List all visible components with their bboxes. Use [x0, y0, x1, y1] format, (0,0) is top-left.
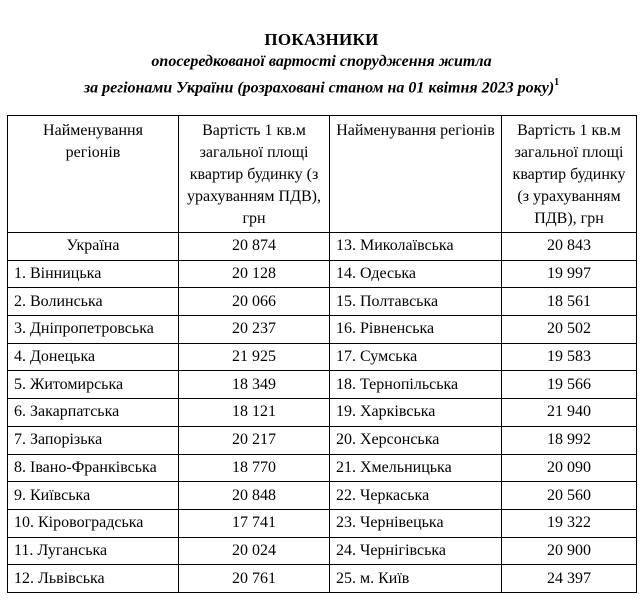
- table-row: [8, 316, 637, 344]
- table-row: [8, 509, 637, 537]
- right-value-cell: 19 997: [502, 260, 637, 288]
- header-cost-right: Вартість 1 кв.м загальної площі квартир будинку (з урахуванням ПДВ), грн: [502, 116, 637, 233]
- left-value-cell: 17 741: [179, 509, 330, 537]
- right-value-cell: 20 843: [502, 233, 637, 261]
- table-row: [8, 454, 637, 482]
- doc-subtitle-line2: [0, 74, 643, 98]
- right-region-cell: 20. Херсонська: [330, 426, 502, 454]
- right-value-cell: 24 397: [502, 565, 637, 593]
- right-region-cell: 15. Полтавська: [330, 288, 502, 316]
- left-value-cell: 18 770: [179, 454, 330, 482]
- footnote-marker: 1: [554, 77, 560, 88]
- header-cost-left: Вартість 1 кв.м загальної площі квартир будинку (з урахуванням ПДВ), грн: [179, 116, 330, 233]
- right-value-cell: 19 566: [502, 371, 637, 399]
- left-value-cell: 20 874: [179, 233, 330, 261]
- left-region-cell: 12. Львівська: [8, 565, 179, 593]
- right-region-cell: 14. Одеська: [330, 260, 502, 288]
- right-value-cell: 19 583: [502, 343, 637, 371]
- table-row: [8, 288, 637, 316]
- right-region-cell: 18. Тернопільська: [330, 371, 502, 399]
- table-row: [8, 426, 637, 454]
- doc-title: ПОКАЗНИКИ: [264, 30, 379, 49]
- table-row: [8, 482, 637, 510]
- left-value-cell: 20 128: [179, 260, 330, 288]
- right-value-cell: 20 090: [502, 454, 637, 482]
- table-row: [8, 233, 637, 261]
- left-region-cell: Україна: [8, 233, 179, 261]
- right-region-cell: 25. м. Київ: [330, 565, 502, 593]
- right-value-cell: 20 900: [502, 537, 637, 565]
- left-value-cell: 18 349: [179, 371, 330, 399]
- right-value-cell: 20 502: [502, 316, 637, 344]
- table-body: [8, 233, 637, 593]
- left-region-cell: 5. Житомирська: [8, 371, 179, 399]
- left-value-cell: 20 217: [179, 426, 330, 454]
- right-region-cell: 21. Хмельницька: [330, 454, 502, 482]
- right-value-cell: 18 561: [502, 288, 637, 316]
- table-row: [8, 371, 637, 399]
- left-value-cell: 18 121: [179, 399, 330, 427]
- left-value-cell: 20 848: [179, 482, 330, 510]
- right-region-cell: 16. Рівненська: [330, 316, 502, 344]
- table-row: [8, 260, 637, 288]
- left-value-cell: 20 237: [179, 316, 330, 344]
- right-region-cell: 13. Миколаївська: [330, 233, 502, 261]
- left-region-cell: 8. Івано-Франківська: [8, 454, 179, 482]
- right-region-cell: 23. Чернівецька: [330, 509, 502, 537]
- right-value-cell: 21 940: [502, 399, 637, 427]
- table-row: [8, 399, 637, 427]
- doc-subtitle-line1: опосередкованої вартості спорудження житла: [151, 53, 492, 70]
- right-region-cell: 19. Харківська: [330, 399, 502, 427]
- right-value-cell: 19 322: [502, 509, 637, 537]
- left-region-cell: 7. Запорізька: [8, 426, 179, 454]
- doc-subtitle-text: за регіонами України (розраховані станом на 01 квітня 2023 року): [83, 79, 555, 97]
- left-region-cell: 1. Вінницька: [8, 260, 179, 288]
- table-row: [8, 343, 637, 371]
- right-region-cell: 22. Черкаська: [330, 482, 502, 510]
- header-region-left: Найменування регіонів: [8, 116, 179, 233]
- left-value-cell: 20 761: [179, 565, 330, 593]
- left-value-cell: 20 024: [179, 537, 330, 565]
- table-header-row: [8, 116, 637, 233]
- right-region-cell: 17. Сумська: [330, 343, 502, 371]
- left-region-cell: 11. Луганська: [8, 537, 179, 565]
- right-value-cell: 18 992: [502, 426, 637, 454]
- right-value-cell: 20 560: [502, 482, 637, 510]
- table-row: [8, 537, 637, 565]
- right-region-cell: 24. Чернігівська: [330, 537, 502, 565]
- left-region-cell: 2. Волинська: [8, 288, 179, 316]
- cost-table: [7, 115, 637, 593]
- left-region-cell: 9. Київська: [8, 482, 179, 510]
- left-region-cell: 3. Дніпропетровська: [8, 316, 179, 344]
- left-value-cell: 21 925: [179, 343, 330, 371]
- left-region-cell: 10. Кіровоградська: [8, 509, 179, 537]
- header-region-right: Найменування регіонів: [330, 116, 502, 233]
- table-row: [8, 565, 637, 593]
- left-region-cell: 4. Донецька: [8, 343, 179, 371]
- left-value-cell: 20 066: [179, 288, 330, 316]
- left-region-cell: 6. Закарпатська: [8, 399, 179, 427]
